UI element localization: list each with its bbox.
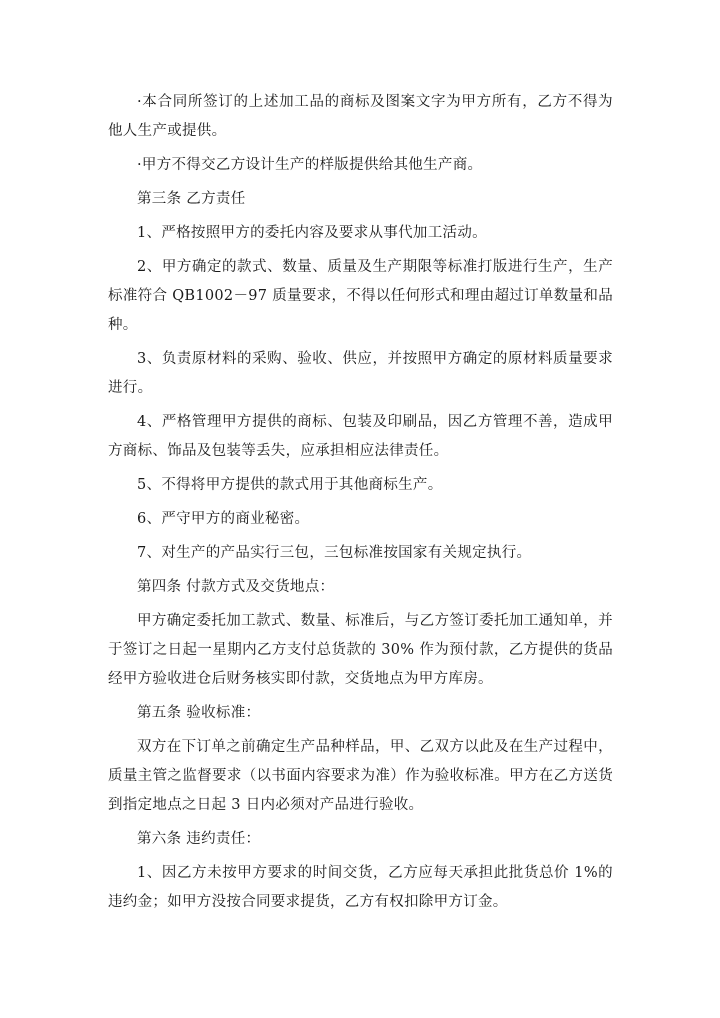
article-3-heading: 第三条 乙方责任	[137, 191, 246, 207]
clause-sample-restriction: ·甲方不得交乙方设计生产的样版提供给其他生产商。	[137, 157, 483, 173]
article-5-heading: 第五条 验收标准：	[137, 705, 261, 721]
article-3-item-4: 4、严格管理甲方提供的商标、包装及印刷品，因乙方管理不善，造成甲方商标、饰品及包装等丢失，应承担相应法律责任。	[108, 414, 613, 459]
article-3-item-5: 5、不得将甲方提供的款式用于其他商标生产。	[137, 477, 443, 493]
article-6-item-1: 1、因乙方未按甲方要求的时间交货，乙方应每天承担此批货总价 1%的违约金；如甲方没按合同要求提货，乙方有权扣除甲方订金。	[108, 865, 613, 910]
article-3-item-7: 7、对生产的产品实行三包，三包标准按国家有关规定执行。	[137, 545, 532, 561]
article-3-item-3: 3、负责原材料的采购、验收、供应，并按照甲方确定的原材料质量要求进行。	[108, 351, 613, 396]
article-3-item-1: 1、严格按照甲方的委托内容及要求从事代加工活动。	[137, 225, 487, 241]
document-body	[108, 88, 613, 922]
article-6-heading: 第六条 违约责任：	[137, 831, 261, 847]
clause-trademark-ownership: ·本合同所签订的上述加工品的商标及图案文字为甲方所有，乙方不得为他人生产或提供。	[108, 94, 613, 139]
article-4-heading: 第四条 付款方式及交货地点：	[137, 579, 335, 595]
article-5-body: 双方在下订单之前确定生产品种样品，甲、乙双方以此及在生产过程中，质量主管之监督要求（以书面内容要求为准）作为验收标准。甲方在乙方送货到指定地点之日起 3 日内必须对产品进行验收。	[108, 739, 613, 813]
article-3-item-6: 6、严守甲方的商业秘密。	[137, 511, 310, 527]
article-3-item-2: 2、甲方确定的款式、数量、质量及生产期限等标准打版进行生产，生产标准符合 QB1002－97 质量要求，不得以任何形式和理由超过订单数量和品种。	[108, 259, 613, 333]
article-4-body: 甲方确定委托加工款式、数量、标准后，与乙方签订委托加工通知单，并于签订之日起一星期内乙方支付总货款的 30% 作为预付款，乙方提供的货品经甲方验收进仓后财务核实即付款，交货地点为甲方库房。	[108, 613, 613, 687]
